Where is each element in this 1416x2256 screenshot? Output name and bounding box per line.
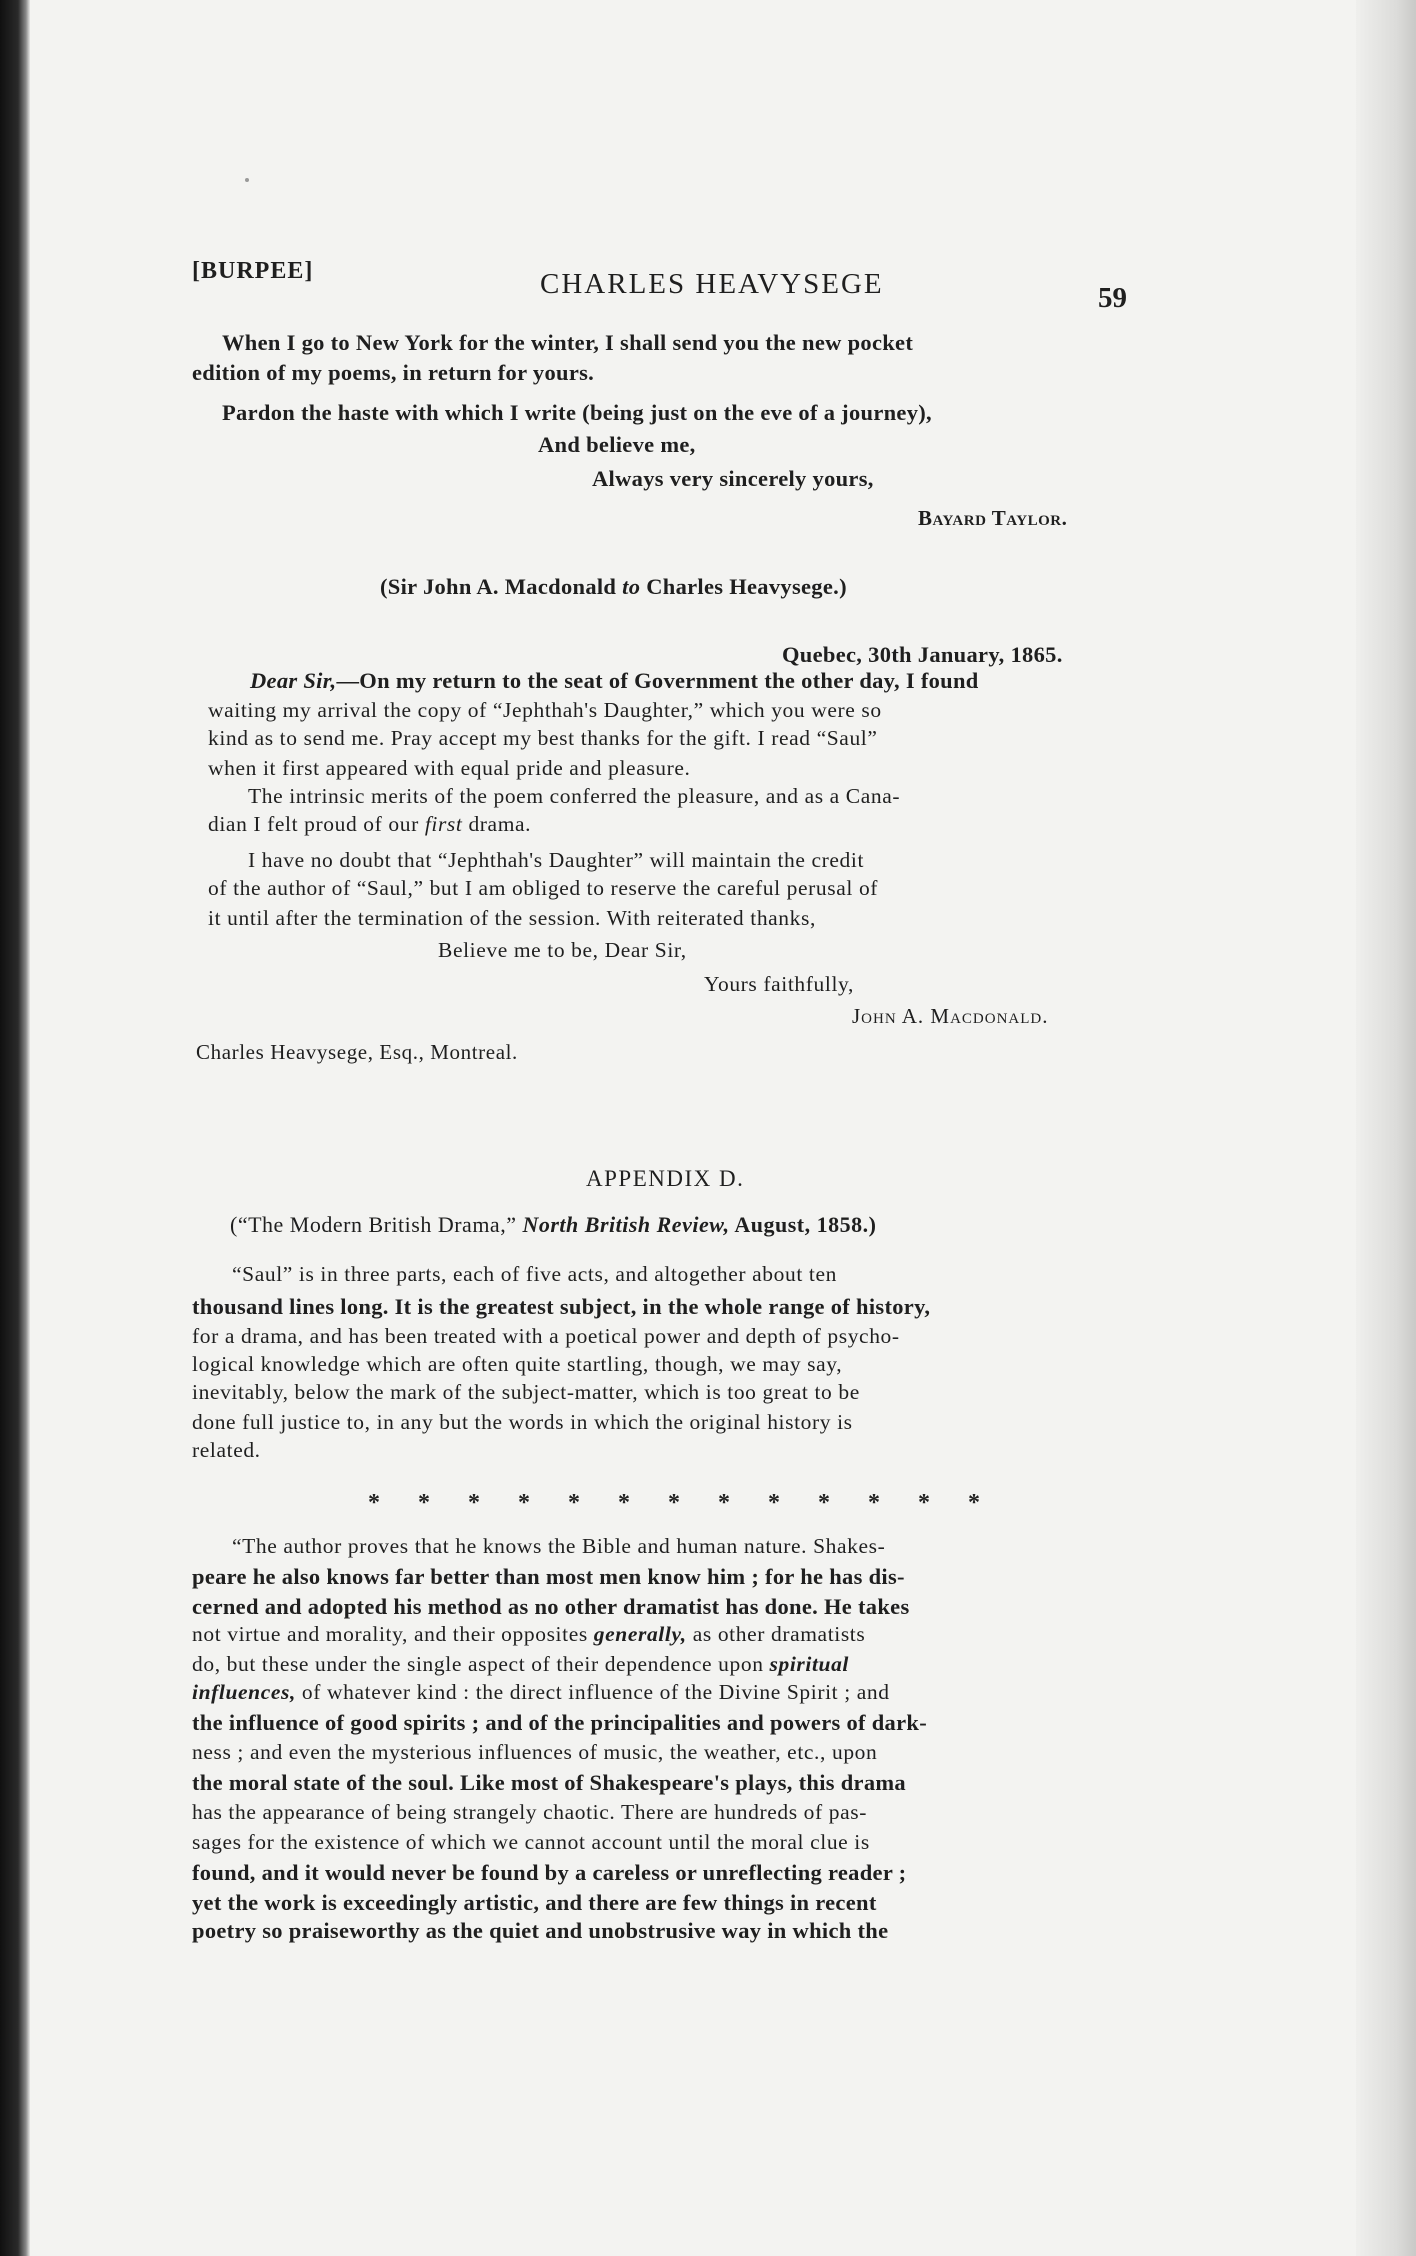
text-line: has the appearance of being strangely chaotic. There are hundreds of pas- bbox=[192, 1800, 867, 1824]
running-head-author: [BURPEE] bbox=[192, 258, 314, 284]
text-line: cerned and adopted his method as no other dramatist has done. He takes bbox=[192, 1594, 910, 1619]
text-line: when it first appeared with equal pride and pleasure. bbox=[208, 756, 691, 780]
text-line: The intrinsic merits of the poem conferred the pleasure, and as a Cana- bbox=[248, 784, 901, 808]
salutation: Dear Sir, bbox=[250, 668, 337, 693]
text-line: of the author of “Saul,” but I am obliged to reserve the careful perusal of bbox=[208, 876, 879, 900]
addressee: Charles Heavysege, Esq., Montreal. bbox=[196, 1040, 518, 1064]
text-line: sages for the existence of which we cannot account until the moral clue is bbox=[192, 1830, 870, 1854]
closing-line: Believe me to be, Dear Sir, bbox=[438, 938, 687, 962]
text-line: related. bbox=[192, 1438, 261, 1462]
text-line: I have no doubt that “Jephthah's Daughter” will maintain the credit bbox=[248, 848, 865, 872]
text-line: waiting my arrival the copy of “Jephthah's Daughter,” which you were so bbox=[208, 698, 882, 722]
closing-line: And believe me, bbox=[538, 432, 696, 457]
letter-heading: (Sir John A. Macdonald to Charles Heavysege.) bbox=[380, 574, 847, 599]
signature: John A. Macdonald. bbox=[852, 1004, 1049, 1028]
text-line: thousand lines long. It is the greatest subject, in the whole range of history, bbox=[192, 1294, 931, 1319]
text-line: found, and it would never be found by a careless or unreflecting reader ; bbox=[192, 1860, 907, 1885]
section-break-asterisks: * * * * * * * * * * * * * bbox=[368, 1490, 996, 1516]
text-line: poetry so praiseworthy as the quiet and unobstrusive way in which the bbox=[192, 1918, 889, 1943]
book-spine-shadow bbox=[0, 0, 30, 2256]
text-line: for a drama, and has been treated with a poetical power and depth of psycho- bbox=[192, 1324, 900, 1348]
text-line: dian I felt proud of our first drama. bbox=[208, 812, 532, 836]
book-page bbox=[190, 0, 1170, 2256]
text-line: logical knowledge which are often quite startling, though, we may say, bbox=[192, 1352, 843, 1376]
text-line: peare he also knows far better than most men know him ; for he has dis- bbox=[192, 1564, 905, 1589]
closing-line: Always very sincerely yours, bbox=[592, 466, 874, 491]
text-line: “Saul” is in three parts, each of five acts, and altogether about ten bbox=[232, 1262, 837, 1286]
text-line: the moral state of the soul. Like most of Shakespeare's plays, this drama bbox=[192, 1770, 906, 1795]
page-edge-shadow bbox=[1356, 0, 1416, 2256]
text-line: ness ; and even the mysterious influences of music, the weather, etc., upon bbox=[192, 1740, 878, 1764]
running-head-title: CHARLES HEAVYSEGE bbox=[540, 268, 884, 300]
signature: Bayard Taylor. bbox=[918, 506, 1068, 530]
text-line: Dear Sir,—On my return to the seat of Government the other day, I found bbox=[250, 668, 979, 693]
text-line: edition of my poems, in return for yours. bbox=[192, 360, 595, 385]
text-line: done full justice to, in any but the words in which the original history is bbox=[192, 1410, 853, 1434]
page-number: 59 bbox=[1098, 282, 1127, 314]
text-line: kind as to send me. Pray accept my best thanks for the gift. I read “Saul” bbox=[208, 726, 878, 750]
text-line: it until after the termination of the session. With reiterated thanks, bbox=[208, 906, 816, 930]
text-line: When I go to New York for the winter, I shall send you the new pocket bbox=[222, 330, 914, 355]
text-line: inevitably, below the mark of the subject-matter, which is too great to be bbox=[192, 1380, 860, 1404]
closing-line: Yours faithfully, bbox=[704, 972, 854, 996]
text-line: “The author proves that he knows the Bible and human nature. Shakes- bbox=[232, 1534, 886, 1558]
text-line: the influence of good spirits ; and of the principalities and powers of dark- bbox=[192, 1710, 928, 1735]
text-line: yet the work is exceedingly artistic, and there are few things in recent bbox=[192, 1890, 877, 1915]
text-line: not virtue and morality, and their opposites generally, as other dramatists bbox=[192, 1622, 866, 1646]
text-line: Pardon the haste with which I write (being just on the eve of a journey), bbox=[222, 400, 932, 425]
appendix-source: (“The Modern British Drama,” North British Review, August, 1858.) bbox=[230, 1212, 877, 1237]
text-line: influences, of whatever kind : the direct influence of the Divine Spirit ; and bbox=[192, 1680, 890, 1704]
appendix-title: APPENDIX D. bbox=[586, 1166, 745, 1191]
text-line: do, but these under the single aspect of their dependence upon spiritual bbox=[192, 1652, 850, 1676]
dateline: Quebec, 30th January, 1865. bbox=[782, 642, 1063, 667]
